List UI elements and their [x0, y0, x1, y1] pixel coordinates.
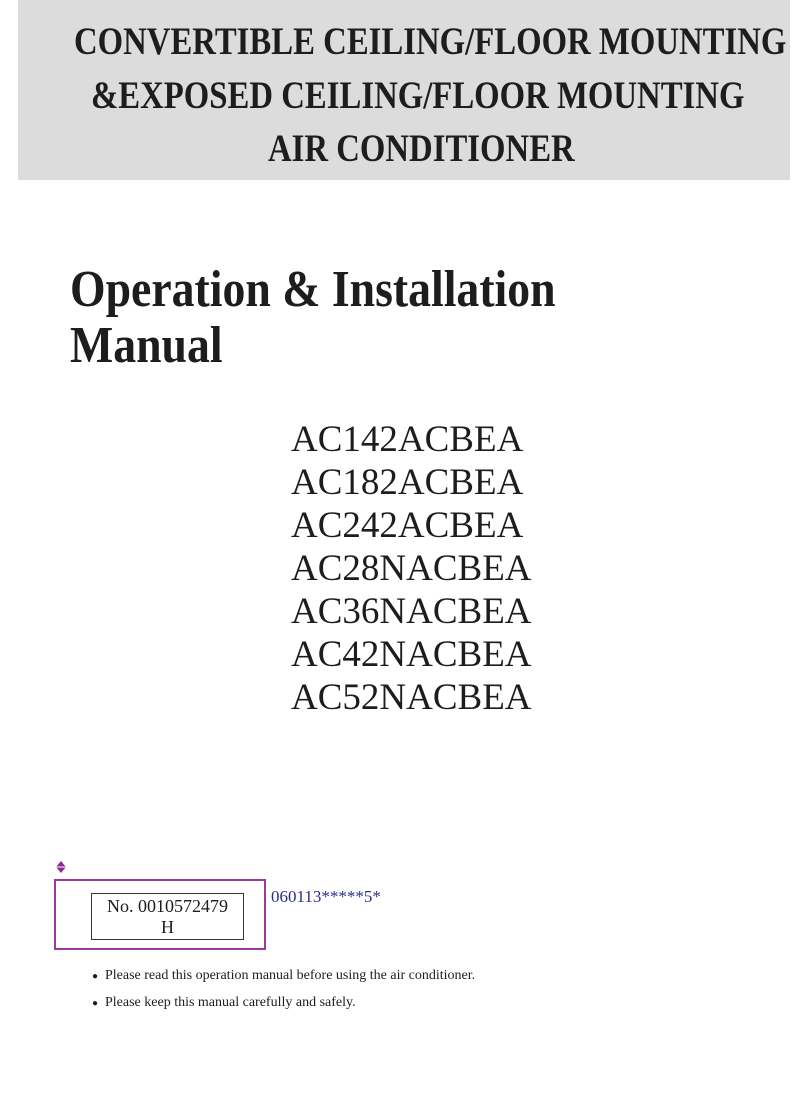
model-item: AC42NACBEA	[291, 634, 532, 675]
model-item: AC52NACBEA	[291, 677, 532, 718]
diamond-marker-icon	[56, 861, 66, 873]
header-line-3: AIR CONDITIONER	[268, 127, 575, 170]
note-text: Please keep this manual carefully and safely.	[105, 995, 356, 1010]
serial-code: 060113*****5*	[271, 887, 381, 906]
bullet-dot-icon: ●	[92, 971, 99, 982]
manual-title-line-2: Manual	[70, 317, 223, 374]
model-item: AC242ACBEA	[291, 505, 524, 546]
model-item: AC182ACBEA	[291, 462, 524, 503]
model-item: AC36NACBEA	[291, 591, 532, 632]
model-item: AC28NACBEA	[291, 548, 532, 589]
document-number-box	[91, 893, 244, 940]
document-revision: H	[161, 917, 174, 937]
note-item	[92, 963, 475, 990]
manual-title	[70, 262, 556, 374]
note-text: Please read this operation manual before using the air conditioner.	[105, 968, 476, 983]
document-number: No. 0010572479	[107, 896, 228, 916]
header-line-2: &EXPOSED CEILING/FLOOR MOUNTING	[91, 74, 745, 117]
notes-list	[92, 963, 475, 1017]
diamond-marker-icon-shape	[56, 861, 66, 873]
model-item: AC142ACBEA	[291, 419, 524, 460]
model-list	[291, 418, 532, 719]
bullet-dot-icon: ●	[92, 998, 99, 1009]
header-line-1: CONVERTIBLE CEILING/FLOOR MOUNTING	[74, 20, 787, 63]
note-item	[92, 990, 475, 1017]
manual-title-line-1: Operation & Installation	[70, 261, 556, 318]
